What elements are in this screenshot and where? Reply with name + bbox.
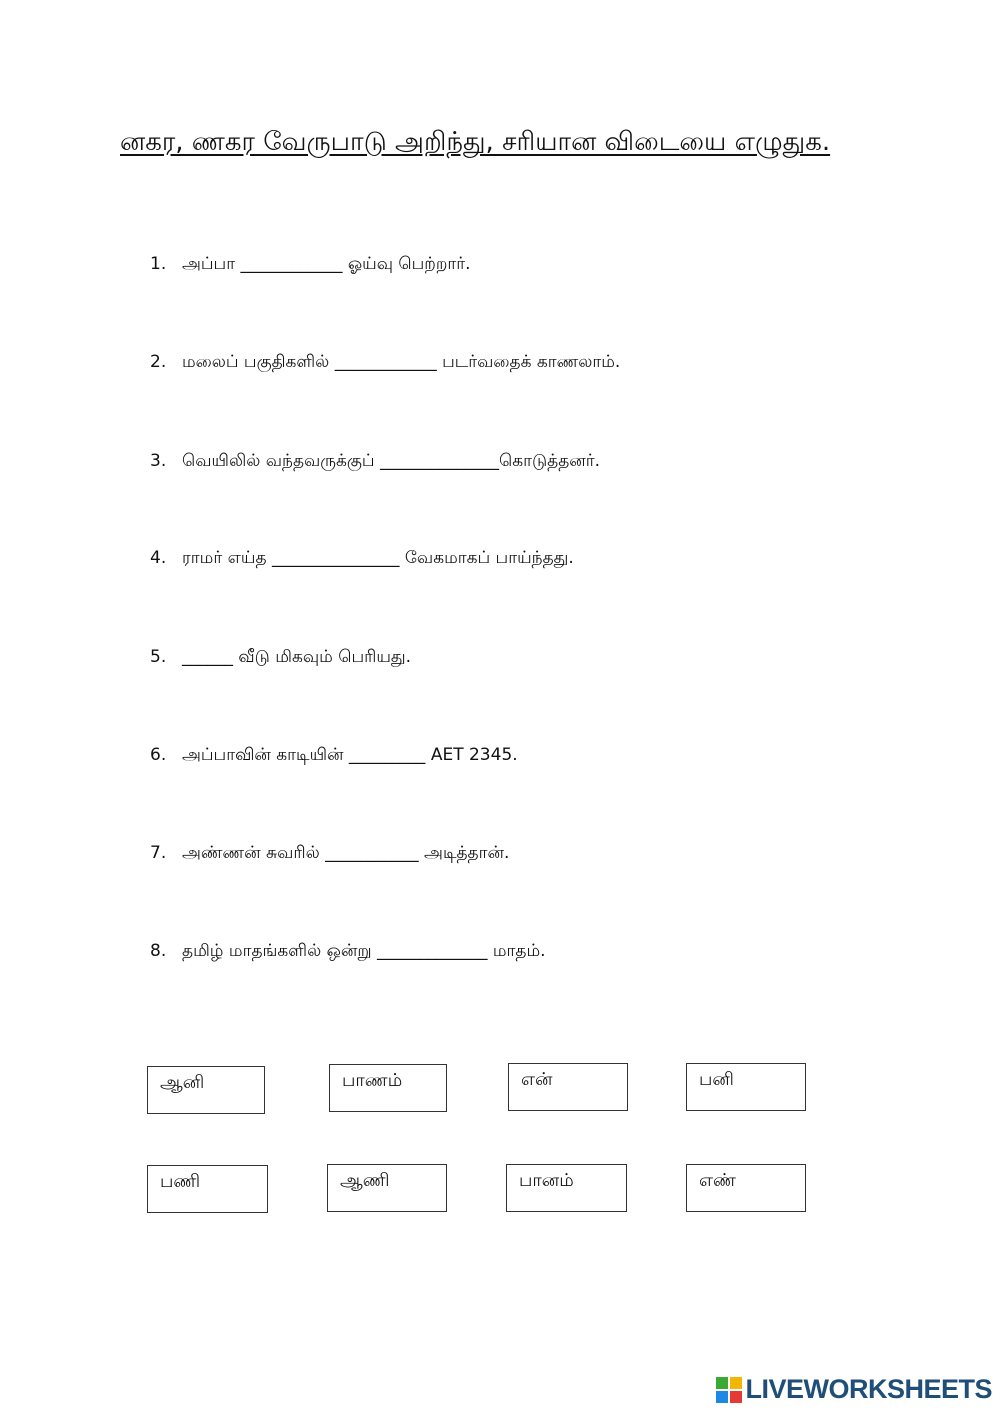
word-box[interactable]: எண் xyxy=(686,1164,806,1212)
question-5 xyxy=(150,647,411,669)
word-box[interactable]: என் xyxy=(508,1063,628,1111)
question-number: 8. xyxy=(150,941,167,961)
question-text: அப்பாவின் காடியின் _________ AET 2345. xyxy=(182,745,518,765)
word-box[interactable]: பாணம் xyxy=(329,1064,447,1112)
question-text: மலைப் பகுதிகளில் ____________ படர்வதைக் காணலாம். xyxy=(182,352,621,372)
word-box[interactable]: ஆனி xyxy=(147,1066,265,1114)
question-1 xyxy=(150,254,471,276)
question-number: 4. xyxy=(150,548,167,568)
worksheet-title: னகர, ணகர வேருபாடு அறிந்து, சரியான விடையை எழுதுக. xyxy=(120,127,831,157)
question-number: 2. xyxy=(150,352,167,372)
question-text: ராமர் எய்த _______________ வேகமாகப் பாய்ந்தது. xyxy=(182,548,574,568)
word-box[interactable]: ஆணி xyxy=(327,1164,447,1212)
question-8 xyxy=(150,941,546,963)
question-text: அண்ணன் சுவரில் ___________ அடித்தான். xyxy=(182,843,510,863)
liveworksheets-icon xyxy=(716,1377,742,1403)
liveworksheets-logo xyxy=(716,1374,992,1405)
question-number: 3. xyxy=(150,451,167,471)
word-box[interactable]: பனி xyxy=(686,1063,806,1111)
question-text: தமிழ் மாதங்களில் ஒன்று _____________ மாதம். xyxy=(182,941,546,961)
logo-text: LIVEWORKSHEETS xyxy=(745,1374,992,1404)
question-text: அப்பா ____________ ஓய்வு பெற்றார். xyxy=(182,254,471,274)
question-4 xyxy=(150,548,574,570)
question-number: 6. xyxy=(150,745,167,765)
question-text: வெயிலில் வந்தவருக்குப் ______________கொடுத்தனர். xyxy=(182,451,601,471)
question-6 xyxy=(150,745,518,767)
word-box[interactable]: பணி xyxy=(147,1165,268,1213)
word-box[interactable]: பானம் xyxy=(506,1164,627,1212)
question-number: 5. xyxy=(150,647,167,667)
question-3 xyxy=(150,451,600,473)
question-number: 7. xyxy=(150,843,167,863)
question-2 xyxy=(150,352,620,374)
question-number: 1. xyxy=(150,254,167,274)
question-text: ______ வீடு மிகவும் பெரியது. xyxy=(182,647,412,667)
question-7 xyxy=(150,843,509,865)
